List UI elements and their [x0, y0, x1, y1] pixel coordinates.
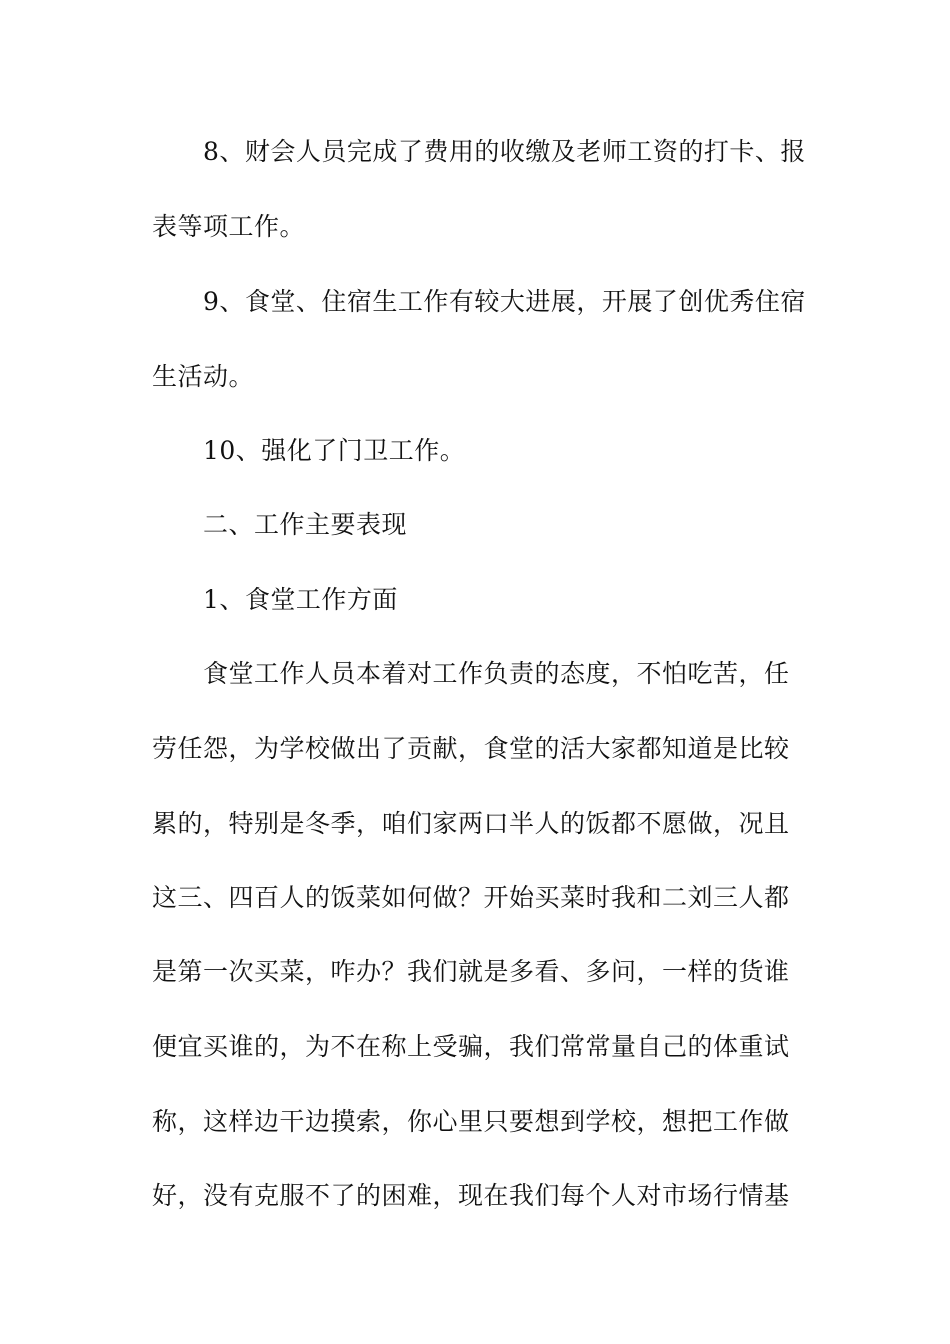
paragraph-line: 称，这样边干边摸索，你心里只要想到学校，想把工作做 — [152, 1107, 790, 1136]
paragraph-line: 便宜买谁的，为不在称上受骗，我们常常量自己的体重试 — [152, 1032, 790, 1061]
subsection-heading: 1、食堂工作方面 — [203, 585, 398, 614]
paragraph-line: 10、强化了门卫工作。 — [203, 436, 466, 465]
paragraph-line: 劳任怨，为学校做出了贡献，食堂的活大家都知道是比较 — [152, 734, 790, 763]
paragraph-line: 这三、四百人的饭菜如何做？开始买菜时我和二刘三人都 — [152, 883, 790, 912]
section-heading: 二、工作主要表现 — [203, 510, 408, 539]
paragraph-line: 食堂工作人员本着对工作负责的态度，不怕吃苦，任 — [203, 659, 790, 688]
paragraph-line: 8、财会人员完成了费用的收缴及老师工资的打卡、报 — [203, 137, 806, 166]
paragraph-line: 9、食堂、住宿生工作有较大进展，开展了创优秀住宿 — [203, 287, 806, 316]
paragraph-line: 累的，特别是冬季，咱们家两口半人的饭都不愿做，况且 — [152, 809, 790, 838]
paragraph-line: 是第一次买菜，咋办？我们就是多看、多问，一样的货谁 — [152, 957, 790, 986]
paragraph-line: 好，没有克服不了的困难，现在我们每个人对市场行情基 — [152, 1181, 790, 1210]
paragraph-line: 生活动。 — [152, 362, 255, 391]
paragraph-line: 表等项工作。 — [152, 212, 306, 241]
